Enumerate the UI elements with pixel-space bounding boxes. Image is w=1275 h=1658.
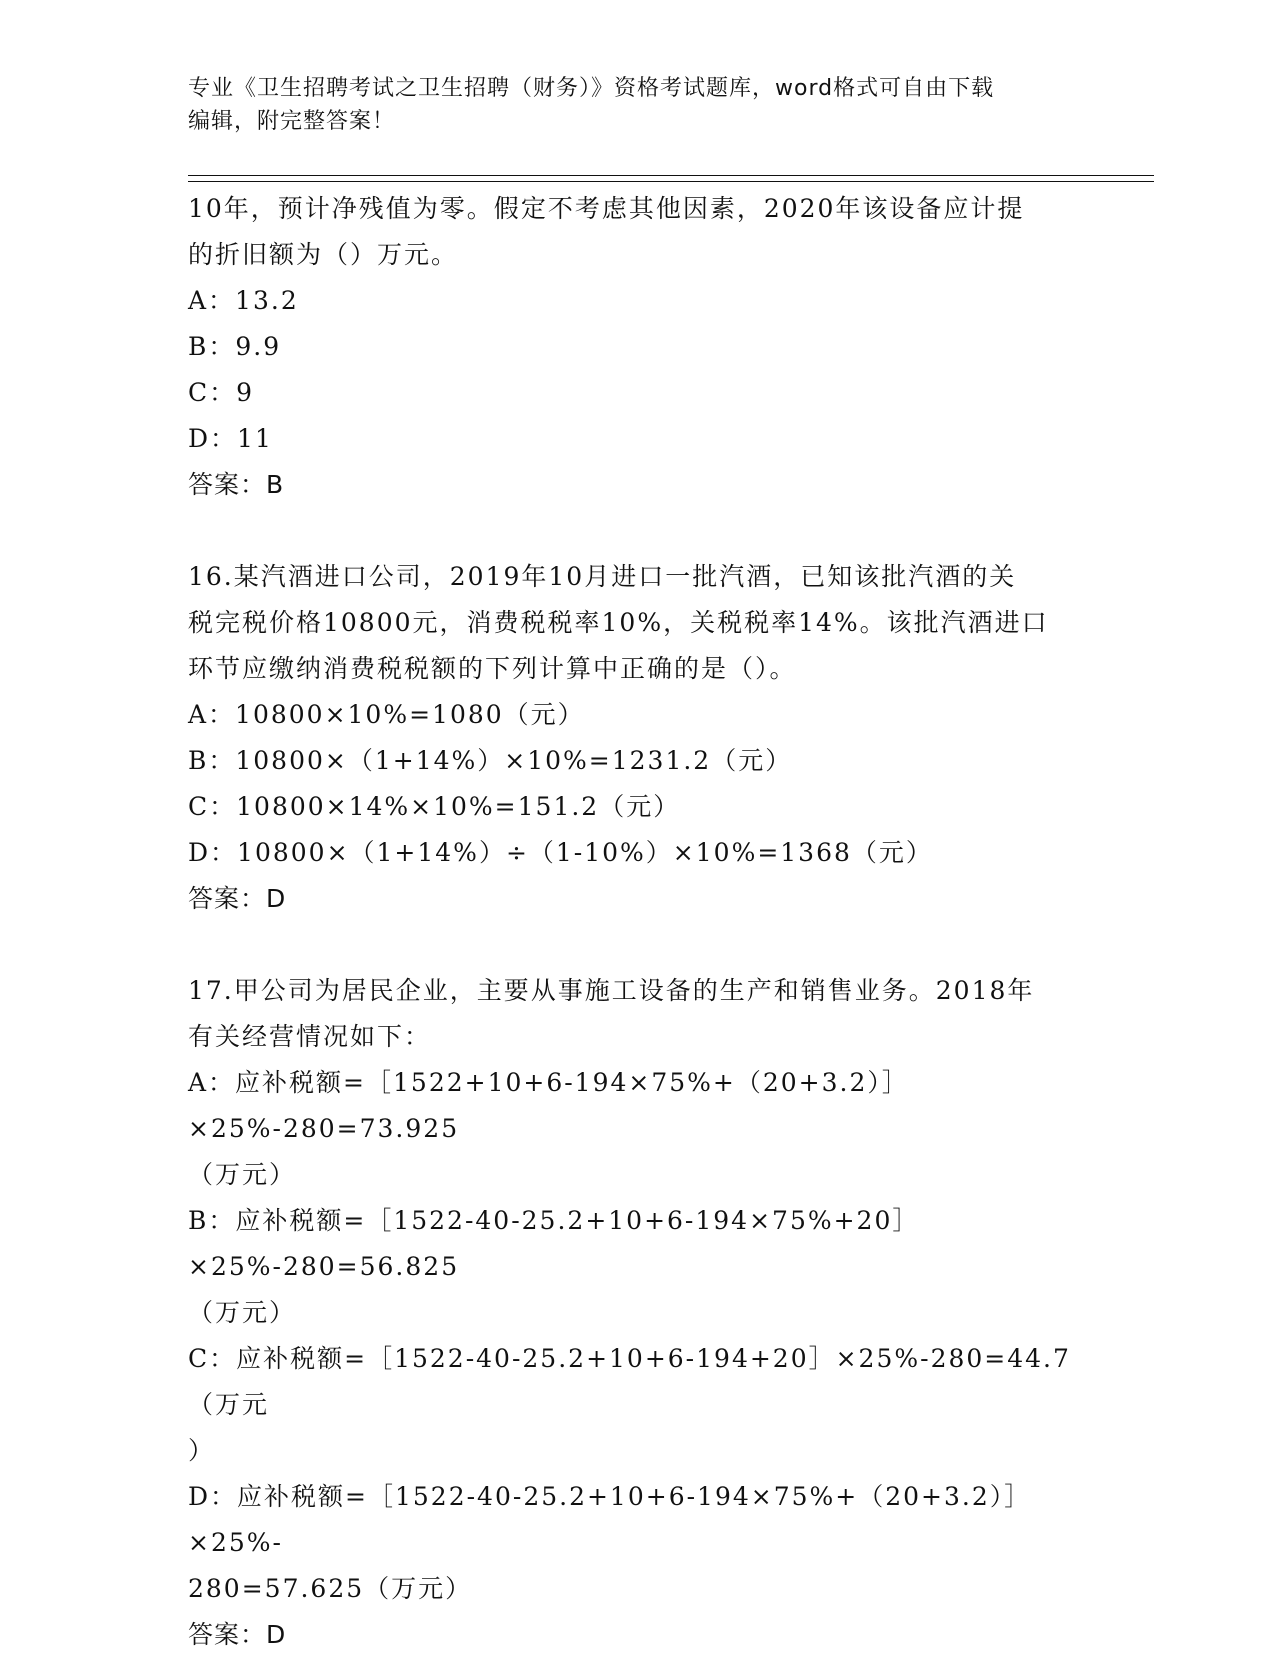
answer-label: 答案：D [188, 884, 287, 913]
option-c: C：9 [188, 378, 255, 407]
question-stem-line: 税完税价格10800元，消费税税率10%，关税税率14%。该批汽酒进口 [188, 608, 1049, 637]
answer-label: 答案：D [188, 1620, 287, 1649]
header-rule-bottom [188, 181, 1154, 182]
header-line-1: 专业《卫生招聘考试之卫生招聘（财务）》资格考试题库，word格式可自由下载 [188, 76, 995, 101]
question-stem-line: 的折旧额为（）万元。 [188, 240, 459, 269]
option-a: A：应补税额=［1522+10+6-194×75%+（20+3.2）］×25%-280=73.925 [188, 1068, 909, 1143]
question-stem-line: 17.甲公司为居民企业，主要从事施工设备的生产和销售业务。2018年 [188, 976, 1035, 1005]
question-stem-line: 16.某汽酒进口公司，2019年10月进口一批汽酒，已知该批汽酒的关 [188, 562, 1017, 591]
question-stem-line: 10年，预计净残值为零。假定不考虑其他因素，2020年该设备应计提 [188, 194, 1025, 223]
answer-label: 答案：B [188, 470, 285, 499]
question-spacer [188, 508, 1078, 554]
question-spacer [188, 922, 1078, 968]
option-b-continued: （万元） [188, 1298, 297, 1327]
option-a: A：10800×10%=1080（元） [188, 700, 585, 729]
question-stem-line: 环节应缴纳消费税税额的下列计算中正确的是（）。 [188, 654, 797, 683]
header-line-2: 编辑，附完整答案！ [188, 109, 396, 134]
option-d: D：11 [188, 424, 273, 453]
question-17 [188, 968, 1078, 1658]
document-header [188, 72, 1088, 138]
option-b: B：10800×（1+14%）×10%=1231.2（元） [188, 746, 793, 775]
option-d: D：10800×（1+14%）÷（1-10%）×10%=1368（元） [188, 838, 933, 867]
option-c: C：应补税额=［1522-40-25.2+10+6-194+20］×25%-280=44.7（万元 [188, 1344, 1071, 1419]
header-rule-top [188, 175, 1154, 176]
question-15 [188, 186, 1078, 508]
option-a: A：13.2 [188, 286, 299, 315]
document-body [188, 186, 1078, 1658]
option-a-continued: （万元） [188, 1160, 297, 1189]
question-16 [188, 554, 1078, 922]
option-d: D：应补税额=［1522-40-25.2+10+6-194×75%+（20+3.2）］×25%- [188, 1482, 1032, 1557]
question-stem-line: 有关经营情况如下： [188, 1022, 432, 1051]
option-b: B：9.9 [188, 332, 282, 361]
option-c-continued: ） [188, 1436, 216, 1465]
option-b: B：应补税额=［1522-40-25.2+10+6-194×75%+20］×25%-280=56.825 [188, 1206, 920, 1281]
option-d-continued: 280=57.625（万元） [188, 1574, 473, 1603]
option-c: C：10800×14%×10%=151.2（元） [188, 792, 681, 821]
